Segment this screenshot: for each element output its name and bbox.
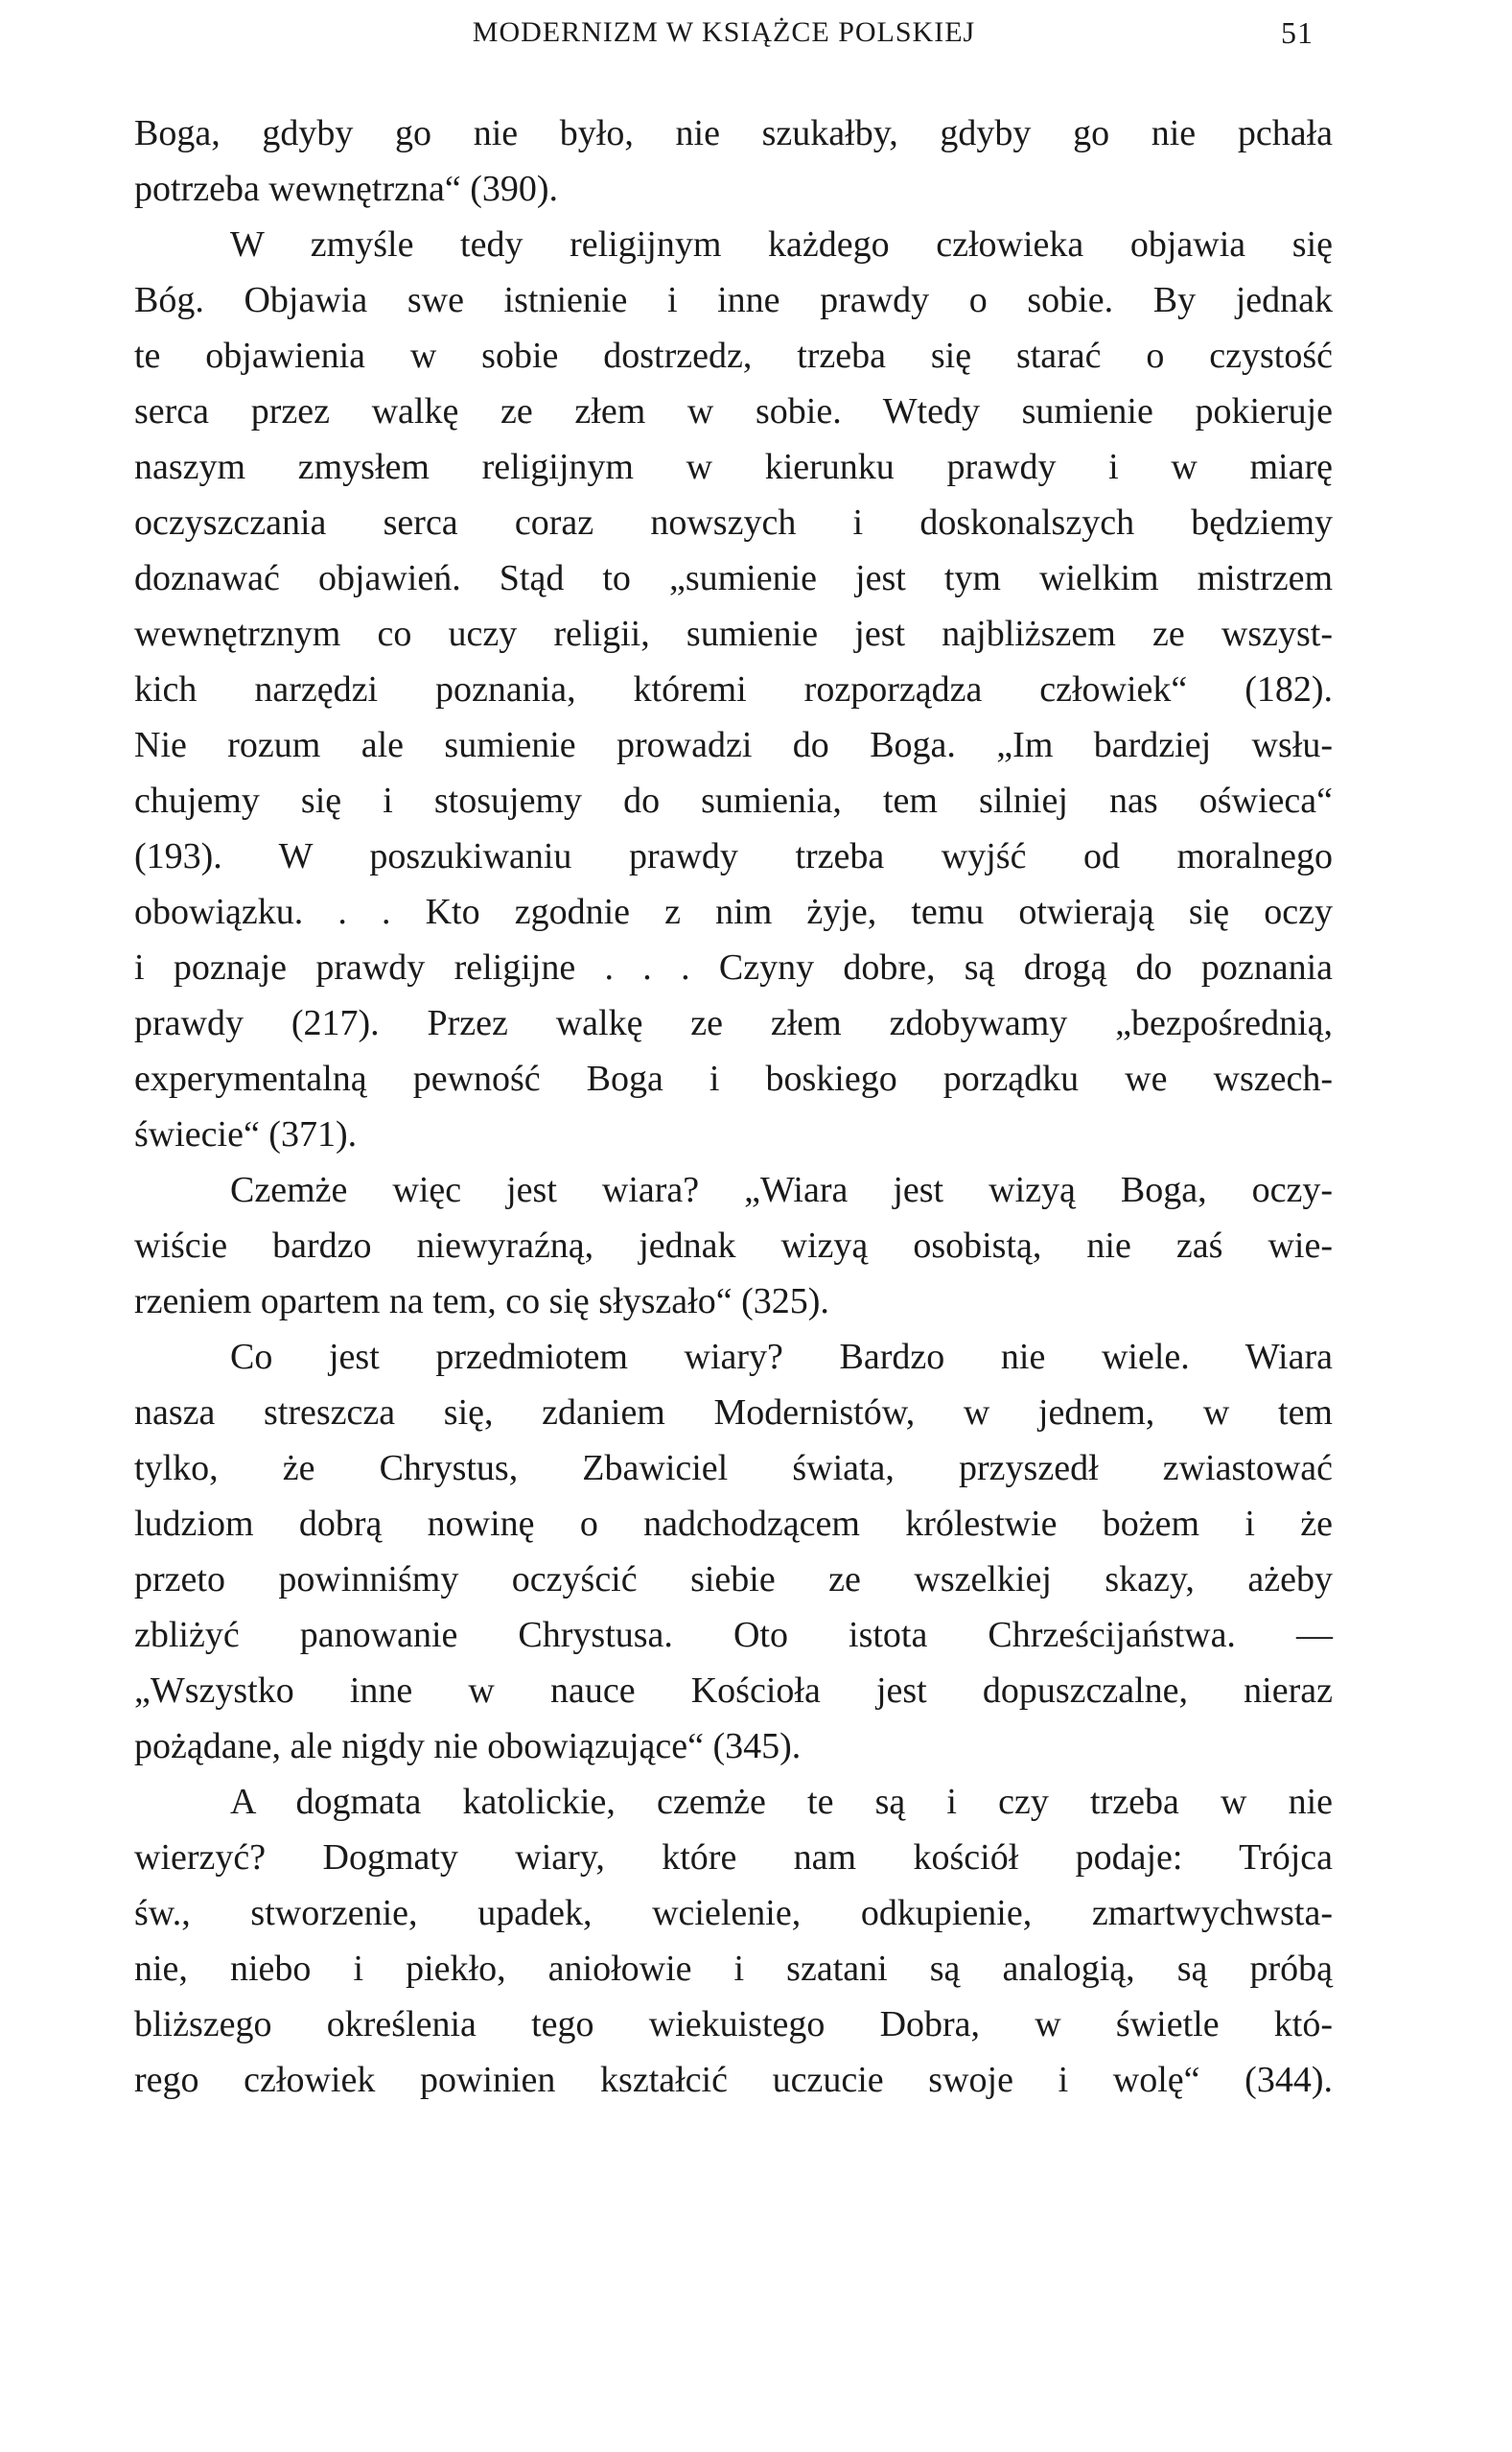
text-line: kich narzędzi poznania, któremi rozporządza człowiek“ (182).	[134, 669, 1333, 710]
text-line: Nie rozum ale sumienie prowadzi do Boga. „Im bardziej wsłu-	[134, 725, 1333, 765]
text-line: przeto powinniśmy oczyścić siebie ze wszelkiej skazy, ażeby	[134, 1559, 1333, 1600]
text-line: A dogmata katolickie, czemże te są i czy trzeba w nie	[230, 1782, 1333, 1822]
text-line: naszym zmysłem religijnym w kierunku prawdy i w miarę	[134, 447, 1333, 487]
text-line: te objawienia w sobie dostrzedz, trzeba się starać o czystość	[134, 336, 1333, 376]
text-line: świecie“ (371).	[134, 1114, 358, 1155]
text-line: potrzeba wewnętrzna“ (390).	[134, 169, 559, 209]
text-line: rego człowiek powinien kształcić uczucie swoje i wolę“ (344).	[134, 2060, 1333, 2100]
text-line: bliższego określenia tego wiekuistego Dobra, w świetle któ-	[134, 2004, 1333, 2044]
running-header	[134, 8, 1314, 58]
text-line: Czemże więc jest wiara? „Wiara jest wizyą Boga, oczy-	[230, 1170, 1333, 1210]
running-title: MODERNIZM W KSIĄŻCE POLSKIEJ	[472, 16, 976, 48]
text-line: „Wszystko inne w nauce Kościoła jest dopuszczalne, nieraz	[134, 1670, 1333, 1711]
text-line: oczyszczania serca coraz nowszych i doskonalszych będziemy	[134, 502, 1333, 543]
text-line: obowiązku. . . Kto zgodnie z nim żyje, temu otwierają się oczy	[134, 892, 1333, 932]
text-line: W zmyśle tedy religijnym każdego człowieka objawia się	[230, 224, 1333, 265]
text-line: pożądane, ale nigdy nie obowiązujące“ (345).	[134, 1726, 802, 1766]
text-line: tylko, że Chrystus, Zbawiciel świata, przyszedł zwiastować	[134, 1448, 1333, 1488]
text-line: serca przez walkę ze złem w sobie. Wtedy sumienie pokieruje	[134, 391, 1333, 432]
body-text	[134, 105, 1333, 2108]
text-line: (193). W poszukiwaniu prawdy trzeba wyjść od moralnego	[134, 836, 1333, 876]
text-line: Boga, gdyby go nie było, nie szukałby, gdyby go nie pchała	[134, 113, 1333, 153]
text-line: experymentalną pewność Boga i boskiego porządku we wszech-	[134, 1059, 1333, 1099]
text-line: i poznaje prawdy religijne . . . Czyny dobre, są drogą do poznania	[134, 947, 1333, 988]
text-line: Co jest przedmiotem wiary? Bardzo nie wiele. Wiara	[230, 1337, 1333, 1377]
text-line: prawdy (217). Przez walkę ze złem zdobywamy „bezpośrednią,	[134, 1003, 1333, 1043]
text-line: ludziom dobrą nowinę o nadchodzącem królestwie bożem i że	[134, 1504, 1333, 1544]
text-line: wiście bardzo niewyraźną, jednak wizyą osobistą, nie zaś wie-	[134, 1226, 1333, 1266]
text-line: nasza streszcza się, zdaniem Modernistów, w jednem, w tem	[134, 1392, 1333, 1433]
text-line: chujemy się i stosujemy do sumienia, tem silniej nas oświeca“	[134, 781, 1333, 821]
text-line: zbliżyć panowanie Chrystusa. Oto istota Chrześcijaństwa. —	[134, 1615, 1333, 1655]
text-line: rzeniem opartem na tem, co się słyszało“ (325).	[134, 1281, 829, 1321]
text-line: doznawać objawień. Stąd to „sumienie jest tym wielkim mistrzem	[134, 558, 1333, 598]
page-number: 51	[1281, 14, 1314, 50]
text-line: wewnętrznym co uczy religii, sumienie jest najbliższem ze wszyst-	[134, 614, 1333, 654]
text-line: Bóg. Objawia swe istnienie i inne prawdy o sobie. By jednak	[134, 280, 1333, 320]
text-line: nie, niebo i piekło, aniołowie i szatani są analogią, są próbą	[134, 1949, 1333, 1989]
text-line: św., stworzenie, upadek, wcielenie, odkupienie, zmartwychwsta-	[134, 1893, 1333, 1933]
text-line: wierzyć? Dogmaty wiary, które nam kościół podaje: Trójca	[134, 1837, 1333, 1878]
